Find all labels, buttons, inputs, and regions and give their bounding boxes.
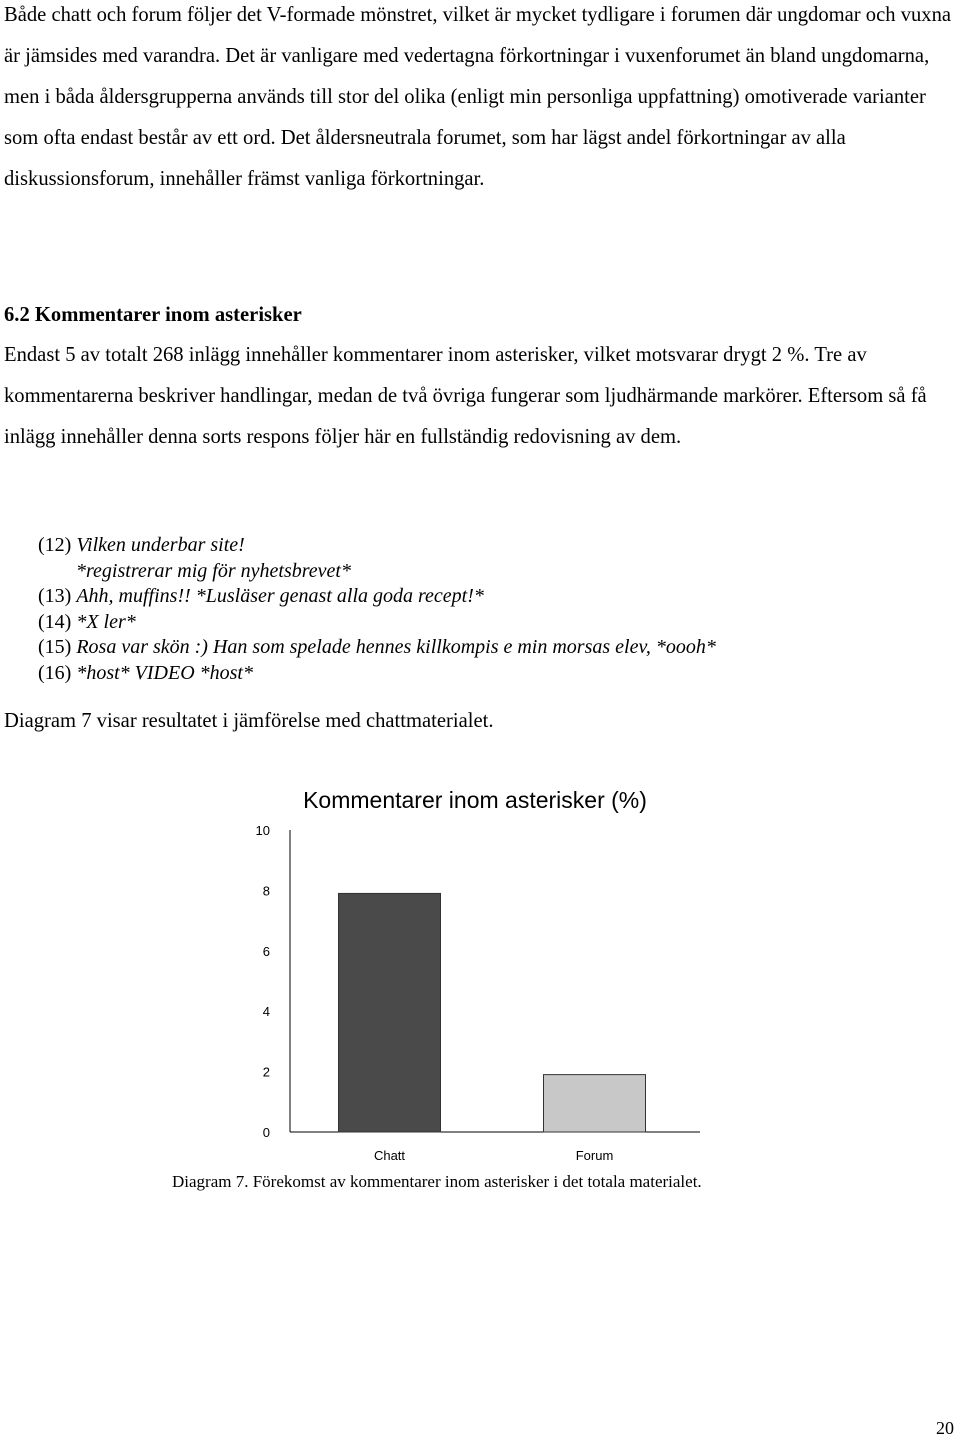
x-axis <box>374 1148 613 1163</box>
example-text: Rosa var skön :) Han som spelade hennes killkompis e min morsas elev, *oooh* <box>76 636 716 658</box>
example-number: (12) <box>38 534 72 556</box>
example-number: (16) <box>38 661 72 684</box>
paragraph-asterisk-comments: Endast 5 av totalt 268 inlägg innehåller kommentarer inom asterisker, vilket motsvarar drygt 2 %. Tre av kommentarerna beskriver handlingar, medan de två övriga fungerar som ljudhärmande markörer. Eftersom så få inlägg innehåller denna sorts respons följer här en fullständig redovisning av dem. <box>4 344 927 448</box>
example-text: *host* VIDEO *host* <box>76 661 253 684</box>
paragraph-v-pattern: Både chatt och forum följer det V-formade mönstret, vilket är mycket tydligare i forumen där ungdomar och vuxna är jämsides med varandra. Det är vanligare med vedertagna förkortningar i vuxenforumet än bland ungdomarna, men i båda åldersgrupperna används till stor del olika (enligt min personliga uppfattning) omotiverade varianter som ofta endast består av ett ord. Det åldersneutrala forumet, som har lägst andel förkortningar av alla diskussionsforum, innehåller främst vanliga förkortningar. <box>4 4 952 190</box>
y-tick-label: 2 <box>262 1064 270 1080</box>
y-tick-label: 6 <box>262 943 270 959</box>
example-item <box>38 610 716 636</box>
y-axis <box>256 823 270 1140</box>
y-tick-label: 4 <box>262 1004 270 1020</box>
example-number: (15) <box>38 636 72 658</box>
x-tick-label: Forum <box>575 1148 614 1163</box>
y-tick-label: 10 <box>255 823 270 838</box>
example-number: (14) <box>38 610 72 633</box>
example-item <box>38 533 716 559</box>
examples-list <box>38 533 716 686</box>
bar-chart <box>0 770 960 1170</box>
x-tick-label: Chatt <box>373 1148 406 1163</box>
bar-forum <box>544 1075 646 1132</box>
example-item <box>38 584 716 610</box>
y-tick-label: 0 <box>262 1125 270 1140</box>
chart-title: Kommentarer inom asterisker (%) <box>303 787 647 813</box>
diagram-caption: Diagram 7. Förekomst av kommentarer inom asterisker i det totala materialet. <box>172 1172 702 1191</box>
example-item <box>38 635 716 661</box>
bar-chatt <box>339 893 441 1132</box>
example-text: Ahh, muffins!! *Lusläser genast alla goda recept!* <box>76 585 484 607</box>
example-text: Vilken underbar site! <box>76 534 245 556</box>
diagram-reference: Diagram 7 visar resultatet i jämförelse med chattmaterialet. <box>4 710 494 732</box>
example-item <box>38 559 716 585</box>
example-text: *X ler* <box>76 610 136 633</box>
example-number: (13) <box>38 585 72 607</box>
section-heading: 6.2 Kommentarer inom asterisker <box>4 304 302 326</box>
y-tick-label: 8 <box>262 883 270 899</box>
page-number: 20 <box>936 1418 954 1438</box>
example-text: *registrerar mig för nyhetsbrevet* <box>76 559 351 582</box>
bars-group <box>339 893 646 1132</box>
example-item <box>38 661 716 687</box>
